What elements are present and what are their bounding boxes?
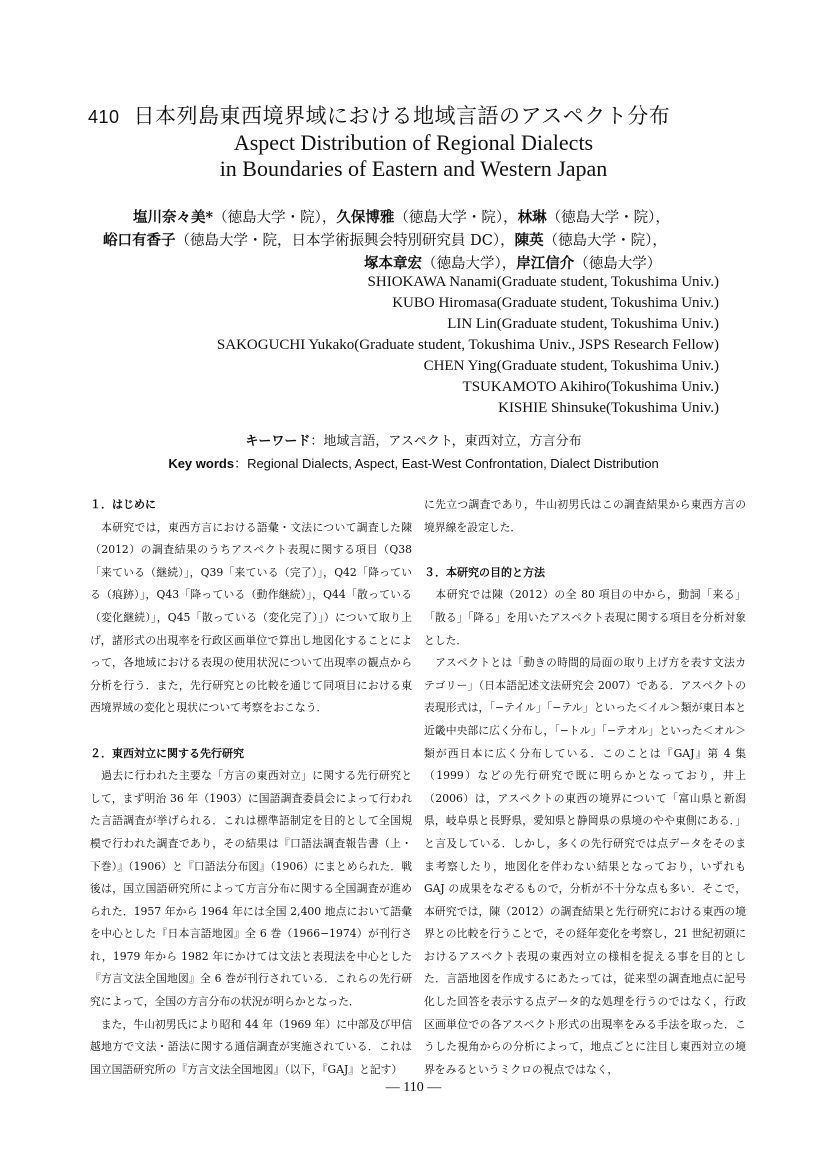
paragraph-gap — [90, 720, 412, 743]
author-en: TSUKAMOTO Akihiro(Tokushima Univ.) — [462, 379, 719, 395]
author-en: CHEN Ying(Graduate student, Tokushima Univ.) — [423, 358, 719, 374]
author-en: SHIOKAWA Nanami(Graduate student, Tokushima Univ.) — [367, 274, 719, 290]
authors-jp-line3: 塚本章宏（徳島大学），岸江信介（徳島大学） — [364, 255, 662, 272]
title-japanese-text: 日本列島東西境界域における地域言語のアスペクト分布 — [133, 104, 671, 128]
author-en: KUBO Hiromasa(Graduate student, Tokushima Univ.) — [392, 295, 719, 311]
paper-title-japanese — [88, 100, 670, 130]
body-paragraph: また，牛山初男氏により昭和 44 年（1969 年）に中部及び甲信越地方で文法・語法に関する通信調査が実施されている．これは国立国語研究所の『方言文法全国地図』（以下，『GAJ』と記す） — [90, 1017, 412, 1076]
authors-jp-line2: 峪口有香子（徳島大学・院，日本学術振興会特別研究員 DC），陳英（徳島大学・院）， — [103, 232, 667, 249]
section-heading: ３．本研究の目的と方法 — [424, 566, 545, 579]
body-paragraph: アスペクトとは「動きの時間的局面の取り上げ方を表す文法カテゴリー」（日本語記述文法研究会 2007）である．アスペクトの表現形式は，「−テイル」「−テル」といった＜イル＞類が東日本と近畿中央部に広く分布し，「−トル」「−テオル」といった＜オル＞類が西日本に広く分布している．このことは『GAJ』第 4 集（1999）などの先行研究で既に明らかとなっており，井上（2006）は，アスペクトの東西の境界について「富山県と新潟県，岐阜県と長野県，愛知県と静岡県の県境のやや東側にある．」と言及している．しかし，多くの先行研究では点データをそのまま考察したり，地図化を伴わない結果となっており，いずれも GAJ の成果をなぞるもので，分析が不十分な点も多い．そこで，本研究では，陳（2012）の調査結果と先行研究における東西の境界との比較を行うことで，その経年変化を考察し，21 世紀初頭におけるアスペクト表現の東西対立の様相を捉える事を目的とした．言語地図を作成するにあたっては，従来型の調査地点に記号化した回答を表示する点データ的な処理を行うのではなく，行政区画単位での各アスペクト形式の出現率をみる手法を取った．こうした視角からの分析によって，地点ごとに注目し東西対立の境界をみるというミクロの視点ではなく， — [424, 656, 746, 1076]
keywords-english: Key words：Regional Dialects, Aspect, East-West Confrontation, Dialect Distribution — [168, 456, 659, 471]
paper-title-english-line2: in Boundaries of Eastern and Western Japan — [219, 156, 608, 181]
author-en: LIN Lin(Graduate student, Tokushima Univ.) — [447, 316, 719, 332]
body-paragraph: に先立つ調査であり，牛山初男氏はこの調査結果から東西方言の境界線を設定した． — [424, 498, 746, 534]
body-paragraph: 本研究では陳（2012）の全 80 項目の中から，動詞「来る」「散る」「降る」を用いたアスペクト表現に関する項目を分析対象とした． — [424, 588, 746, 647]
paper-title-english-line1: Aspect Distribution of Regional Dialects — [233, 130, 594, 155]
section-heading: ２．東西対立に関する先行研究 — [90, 747, 244, 760]
left-column — [90, 494, 412, 1081]
section-heading: １．はじめに — [90, 499, 156, 511]
page-number: — 110 — — [385, 1080, 442, 1095]
paragraph-gap — [424, 539, 746, 562]
body-paragraph: 本研究では，東西方言における語彙・文法について調査した陳（2012）の調査結果のうちアスペクト表現に関する項目（Q38「来ている（継続）」，Q39「来ている（完了）」，Q42「降っている（痕跡）」，Q43「降っている（動作継続）」，Q44「散っている（変化継続）」，Q45「散っている（変化完了）」）について取り上げ，諸形式の出現率を行政区画単位で算出し地図化することによって，各地域における表現の使用状況について出現率の観点から分析を行う．また，先行研究との比較を通じて同項目における東西境界域の変化と現状について考察をおこなう． — [90, 520, 412, 715]
keywords-japanese: キーワード：地域言語，アスペクト，東西対立，方言分布 — [245, 434, 582, 449]
author-en: SAKOGUCHI Yukako(Graduate student, Tokushima Univ., JSPS Research Fellow) — [216, 337, 719, 353]
right-column — [424, 494, 746, 1081]
author-en: KISHIE Shinsuke(Tokushima Univ.) — [498, 400, 719, 416]
body-paragraph: 過去に行われた主要な「方言の東西対立」に関する先行研究として，まず明治 36 年（1903）に国語調査委員会によって行われた言語調査が挙げられる．これは標準語制定を目的として全国規模で行われた調査であり，その結果は『口語法調査報告書（上・下巻）』（1906）と『口語法分布図』（1906）にまとめられた．戦後は，国立国語研究所によって方言分布に関する全国調査が進められた．1957 年から 1964 年には全国 2,400 地点において語彙を中心とした『日本言語地図』全 6 巻（1966−1974）が刊行され，1979 年から 1982 年にかけては文法と表現法を中心とした『方言文法全国地図』全 6 巻が刊行されている．これらの先行研究によって，全国の方言分布の状況が明らかとなった． — [90, 769, 412, 1009]
authors-jp-line1: 塩川奈々美*（徳島大学・院），久保博雅（徳島大学・院），林琳（徳島大学・院）， — [133, 209, 670, 226]
abstract-number: 410 — [88, 107, 120, 127]
